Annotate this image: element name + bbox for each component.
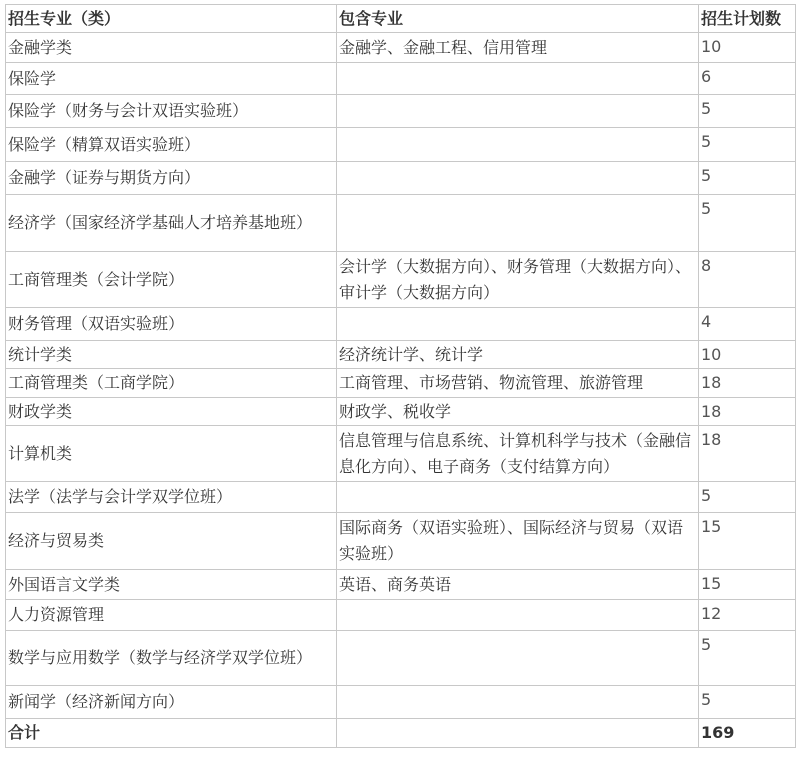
plan-cell: 5 bbox=[699, 162, 796, 195]
table-row bbox=[6, 33, 796, 63]
table-row bbox=[6, 128, 796, 162]
major-cell: 工商管理类（会计学院） bbox=[6, 252, 337, 308]
includes-cell bbox=[337, 128, 699, 162]
major-cell: 外国语言文学类 bbox=[6, 570, 337, 600]
table-row bbox=[6, 686, 796, 719]
includes-cell: 英语、商务英语 bbox=[337, 570, 699, 600]
header-plan: 招生计划数 bbox=[699, 5, 796, 33]
plan-cell: 5 bbox=[699, 195, 796, 252]
includes-cell: 国际商务（双语实验班）、国际经济与贸易（双语实验班） bbox=[337, 513, 699, 570]
includes-cell: 金融学、金融工程、信用管理 bbox=[337, 33, 699, 63]
major-cell: 统计学类 bbox=[6, 341, 337, 369]
table-row bbox=[6, 570, 796, 600]
table-row bbox=[6, 398, 796, 426]
plan-cell: 5 bbox=[699, 95, 796, 128]
includes-cell bbox=[337, 162, 699, 195]
major-cell: 财政学类 bbox=[6, 398, 337, 426]
table-row bbox=[6, 162, 796, 195]
includes-cell bbox=[337, 308, 699, 341]
total-row bbox=[6, 719, 796, 748]
major-cell: 法学（法学与会计学双学位班） bbox=[6, 482, 337, 513]
plan-cell: 18 bbox=[699, 398, 796, 426]
total-plan: 169 bbox=[699, 719, 796, 748]
table-row bbox=[6, 513, 796, 570]
includes-cell bbox=[337, 600, 699, 631]
table-row bbox=[6, 600, 796, 631]
includes-cell bbox=[337, 63, 699, 95]
includes-cell: 信息管理与信息系统、计算机科学与技术（金融信息化方向）、电子商务（支付结算方向） bbox=[337, 426, 699, 482]
major-cell: 经济与贸易类 bbox=[6, 513, 337, 570]
table-row bbox=[6, 95, 796, 128]
header-row bbox=[6, 5, 796, 33]
includes-cell: 工商管理、市场营销、物流管理、旅游管理 bbox=[337, 369, 699, 398]
includes-cell bbox=[337, 631, 699, 686]
plan-cell: 12 bbox=[699, 600, 796, 631]
major-cell: 财务管理（双语实验班） bbox=[6, 308, 337, 341]
table-body bbox=[6, 33, 796, 719]
major-cell: 保险学（财务与会计双语实验班） bbox=[6, 95, 337, 128]
includes-cell bbox=[337, 686, 699, 719]
table-footer bbox=[6, 719, 796, 748]
plan-cell: 5 bbox=[699, 686, 796, 719]
total-label: 合计 bbox=[6, 719, 337, 748]
header-includes: 包含专业 bbox=[337, 5, 699, 33]
plan-cell: 5 bbox=[699, 128, 796, 162]
table-row bbox=[6, 195, 796, 252]
table-row bbox=[6, 341, 796, 369]
includes-cell bbox=[337, 195, 699, 252]
plan-cell: 8 bbox=[699, 252, 796, 308]
major-cell: 人力资源管理 bbox=[6, 600, 337, 631]
table-row bbox=[6, 63, 796, 95]
major-cell: 金融学类 bbox=[6, 33, 337, 63]
plan-cell: 10 bbox=[699, 33, 796, 63]
includes-cell bbox=[337, 95, 699, 128]
admission-plan-table bbox=[5, 4, 796, 748]
includes-cell bbox=[337, 482, 699, 513]
admission-plan-table-container bbox=[5, 4, 796, 748]
table-row bbox=[6, 426, 796, 482]
plan-cell: 4 bbox=[699, 308, 796, 341]
includes-cell: 经济统计学、统计学 bbox=[337, 341, 699, 369]
major-cell: 经济学（国家经济学基础人才培养基地班） bbox=[6, 195, 337, 252]
plan-cell: 18 bbox=[699, 369, 796, 398]
major-cell: 金融学（证券与期货方向） bbox=[6, 162, 337, 195]
table-row bbox=[6, 252, 796, 308]
major-cell: 新闻学（经济新闻方向） bbox=[6, 686, 337, 719]
table-row bbox=[6, 631, 796, 686]
major-cell: 保险学（精算双语实验班） bbox=[6, 128, 337, 162]
includes-cell: 会计学（大数据方向）、财务管理（大数据方向）、审计学（大数据方向） bbox=[337, 252, 699, 308]
table-row bbox=[6, 369, 796, 398]
header-major: 招生专业（类） bbox=[6, 5, 337, 33]
table-row bbox=[6, 308, 796, 341]
plan-cell: 5 bbox=[699, 482, 796, 513]
plan-cell: 5 bbox=[699, 631, 796, 686]
plan-cell: 15 bbox=[699, 513, 796, 570]
plan-cell: 6 bbox=[699, 63, 796, 95]
table-header bbox=[6, 5, 796, 33]
plan-cell: 10 bbox=[699, 341, 796, 369]
major-cell: 保险学 bbox=[6, 63, 337, 95]
table-row bbox=[6, 482, 796, 513]
major-cell: 计算机类 bbox=[6, 426, 337, 482]
major-cell: 工商管理类（工商学院） bbox=[6, 369, 337, 398]
plan-cell: 15 bbox=[699, 570, 796, 600]
total-includes-cell bbox=[337, 719, 699, 748]
includes-cell: 财政学、税收学 bbox=[337, 398, 699, 426]
plan-cell: 18 bbox=[699, 426, 796, 482]
major-cell: 数学与应用数学（数学与经济学双学位班） bbox=[6, 631, 337, 686]
